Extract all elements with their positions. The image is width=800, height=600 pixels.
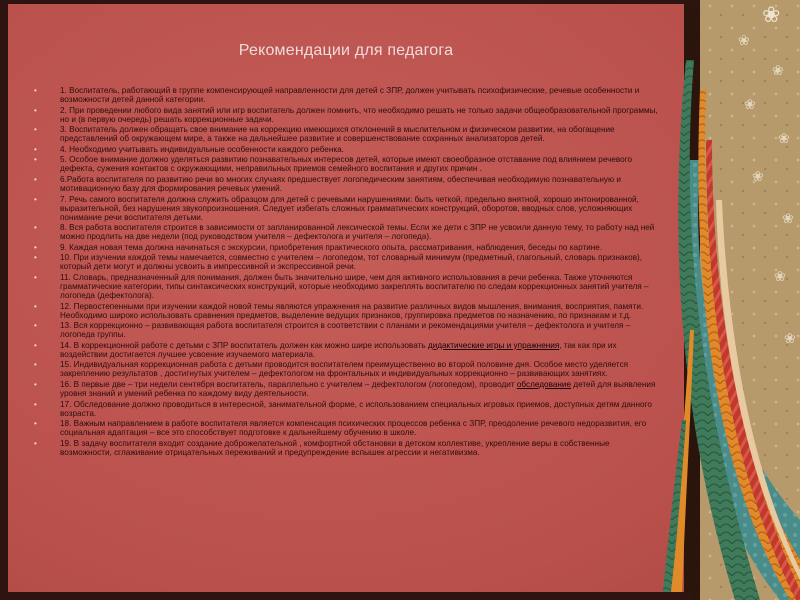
recommendation-text: 17. Обследование должно проводиться в интересной, занимательной форме, с использованием специальных игровых приемов, доступных детям данного возраста. <box>60 399 652 418</box>
bullet-icon: • <box>34 340 37 350</box>
bullet-icon: • <box>34 321 37 331</box>
recommendation-text: 9. Каждая новая тема должна начинаться с экскурсии, приобретения практического опыта, рассматривания, наблюдения, беседы по картине. <box>60 242 603 252</box>
recommendation-text: 18. Важным направлением в работе воспитателя является компенсация психических процессов ребенка с ЗПР, преодоление речевого недоразвития, его социальная адаптация – все это способствует подготовке к дальнейшему обучению в школе. <box>60 419 647 438</box>
recommendation-item <box>34 86 662 104</box>
recommendation-text: 3. Воспитатель должен обращать свое внимание на коррекцию имеющихся отклонений в мыслительном и физическом развитии, на обогащение представлений об окружающем мире, а также на дальнейшее развитие и совершенствование сохранных анализаторов детей. <box>60 125 615 144</box>
recommendation-text: 13. Вся коррекционно – развивающая работа воспитателя строится в соответствии с планами и рекомендациями учителя – дефектолога и учителя – логопеда группы. <box>60 321 631 340</box>
bullet-icon: • <box>34 253 37 263</box>
bullet-icon: • <box>34 360 37 370</box>
bullet-icon: • <box>34 105 37 115</box>
recommendation-item <box>34 321 662 339</box>
recommendation-text: детей для выявления уровня знаний и умений ребенка по каждому виду деятельности. <box>60 379 656 398</box>
recommendation-item <box>34 380 662 398</box>
recommendation-item <box>34 106 662 124</box>
recommendation-item <box>34 253 662 271</box>
recommendation-item <box>34 302 662 320</box>
recommendation-text: 8. Вся работа воспитателя строится в зависимости от запланированной лексической темы. Если же дети с ЗПР не усвоили данную тему, то работу над ней можно продлить на две недели (под руководством учителя – дефектолога и учителя – логопеда). <box>60 223 655 242</box>
flower-ornament-icon: ❀ <box>778 130 790 146</box>
slide-title: Рекомендации для педагога <box>238 42 454 59</box>
flower-ornament-icon: ❀ <box>762 2 781 27</box>
bullet-icon: • <box>34 125 37 135</box>
flower-ornament-icon: ❀ <box>782 210 794 226</box>
recommendation-text: , так как при их воздействии достигается лучшее усвоение изучаемого материала. <box>60 340 617 359</box>
flower-ornament-icon: ❀ <box>784 330 796 346</box>
recommendation-text: 5. Особое внимание должно уделяться развитию познавательных интересов детей, которые имеют своеобразное отставание под влиянием речевого дефекта, сужения контактов с окружающими, неправильных приемов семейного воспитания и других причин . <box>60 155 633 174</box>
recommendation-text: 1. Воспитатель, работающий в группе компенсирующей направленности для детей с ЗПР, должен учитывать психофизические, речевые особенности и возможности детей данной категории. <box>60 86 640 104</box>
recommendation-item <box>34 273 662 300</box>
bullet-icon: • <box>34 242 37 252</box>
flower-ornament-icon: ❀ <box>738 32 750 48</box>
bullet-icon: • <box>34 379 37 389</box>
bullet-icon: • <box>34 155 37 165</box>
recommendation-text: 10. При изучении каждой темы намечается, совместно с учителем – логопедом, тот словарный минимум (предметный, глагольный, словарь признаков), который дети могут и должны усвоить в импрессивной и экспрессивной речи. <box>60 253 643 272</box>
recommendation-text: 7. Речь самого воспитателя должна служить образцом для детей с речевыми нарушениями: быть четкой, предельно внятной, хорошо интонированной, выразительной, без нарушения звукопроизношения. Следует избегать сложных грамматических конструкций, оборотов, вводных слов, усложняющих понимание речи воспитателя детьми. <box>60 194 639 222</box>
recommendation-item <box>34 195 662 222</box>
recommendation-text: 2. При проведении любого вида занятий или игр воспитатель должен помнить, что необходимо решать не только задачи общеобразовательной программы, но и (в первую очередь) решать коррекционные задачи. <box>60 105 658 124</box>
recommendation-text: 4. Необходимо учитывать индивидуальные особенности каждого ребенка. <box>60 144 344 154</box>
flower-ornament-icon: ❀ <box>744 96 756 112</box>
bullet-icon: • <box>34 144 37 154</box>
recommendation-item <box>34 419 662 437</box>
flower-ornament-icon: ❀ <box>752 168 764 184</box>
bullet-icon: • <box>34 399 37 409</box>
recommendation-item <box>34 145 662 154</box>
recommendation-text: 19. В задачу воспитателя входит создание доброжелательной , комфортной обстановки в детском коллективе, укрепление веры в собственные возможности, сглаживание отрицательных переживаний и предупреждение вспышек агрессии и негативизма. <box>60 438 610 457</box>
recommendation-text: 16. В первые две – три недели сентября воспитатель, параллельно с учителем – дефектологом (логопедом), проводит <box>60 379 517 389</box>
bullet-icon: • <box>34 272 37 282</box>
flower-ornament-icon: ❀ <box>772 62 784 78</box>
hyperlink[interactable]: дидактические игры и упражнения <box>427 340 560 350</box>
recommendation-text: 14. В коррекционной работе с детьми с ЗПР воспитатель должен как можно шире использовать <box>60 340 428 350</box>
bullet-icon: • <box>34 174 37 184</box>
recommendation-item <box>34 125 662 143</box>
bullet-icon: • <box>34 194 37 204</box>
recommendation-item <box>34 439 662 457</box>
recommendation-item <box>34 155 662 173</box>
recommendation-item <box>34 223 662 241</box>
bullet-icon: • <box>34 438 37 448</box>
recommendation-text: 11. Словарь, предназначенный для понимания, должен быть значительно шире, чем для активного использования в речи ребенка. Также уточняются грамматические категории, типы синтаксических конструкций, которые необходимо закреплять воспитателю по следам коррекционных занятий учителя – логопеда (дефектолога). <box>60 272 649 300</box>
recommendation-text: 15. Индивидуальная коррекционная работа с детьми проводится воспитателем преимущественно во второй половине дня. Особое место уделяется закреплению результатов , достигнутых учителем – дефектологом на фронтальных и индивидуальных коррекционно – развивающих занятиях. <box>60 360 629 379</box>
bullet-icon: • <box>34 419 37 429</box>
bullet-icon: • <box>34 86 37 95</box>
recommendation-text: 6.Работа воспитателя по развитию речи во многих случаях предшествует логопедическим занятиям, обеспечивая необходимую познавательную и мотивационную базу для формирования речевых умений. <box>60 174 621 193</box>
recommendation-item <box>34 175 662 193</box>
recommendations-list <box>34 86 662 458</box>
recommendation-item <box>34 243 662 252</box>
recommendation-text: 12. Первостепенными при изучении каждой новой темы являются упражнения на развитие различных видов мышления, внимания, восприятия, памяти. Необходимо широко использовать сравнения предметов, выделение ведущих признаков, группировка предметов по назначению, по признакам и т.д. <box>60 301 644 320</box>
bullet-icon: • <box>34 301 37 311</box>
flower-ornament-icon: ❀ <box>774 268 786 284</box>
bullet-icon: • <box>34 223 37 233</box>
recommendation-item <box>34 400 662 418</box>
recommendation-item <box>34 360 662 378</box>
hyperlink[interactable]: обследование <box>516 379 572 389</box>
recommendation-item <box>34 341 662 359</box>
